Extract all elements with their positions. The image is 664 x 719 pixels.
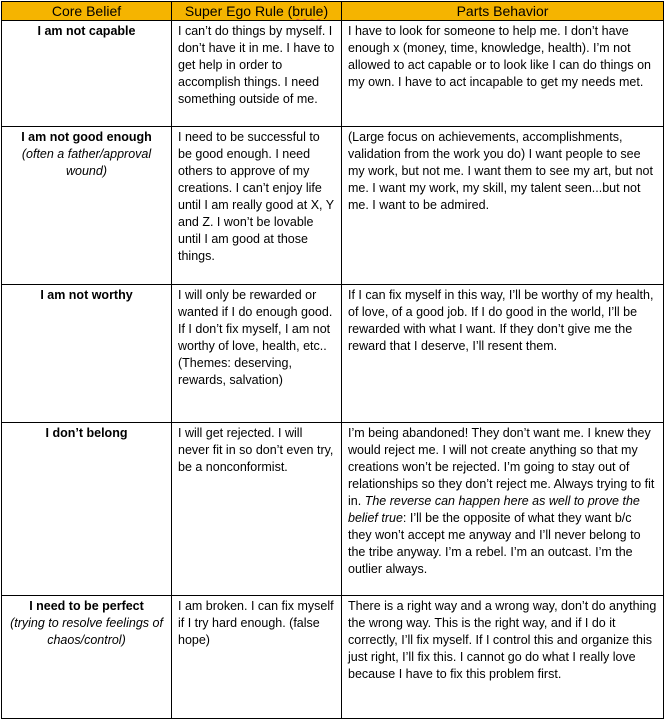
core-belief-note: (often a father/approval wound): [21, 147, 152, 178]
table-row: [2, 285, 664, 423]
table-row: [2, 596, 664, 719]
behavior-cell: [342, 127, 664, 285]
behavior-text: I’m being abandoned! They don’t want me. I knew they would reject me. I will not create anything so that my creations won’t be rejected. I’m going to stay out of relationships so they don’t reject me. Always trying to fit in.: [348, 426, 655, 508]
beliefs-table: [1, 1, 664, 719]
core-belief-cell: [2, 285, 172, 423]
header-core-belief: Core Belief: [2, 2, 172, 21]
rule-cell: I will only be rewarded or wanted if I do enough good. If I don’t fix myself, I am not worthy of love, health, etc..(Themes: deserving, rewards, salvation): [172, 285, 342, 423]
rule-cell: I will get rejected. I will never fit in so don’t even try, be a nonconformist.: [172, 423, 342, 596]
table-row: [2, 127, 664, 285]
behavior-cell: [342, 596, 664, 719]
header-rule-underlined: brule: [292, 3, 324, 19]
core-belief-cell: [2, 21, 172, 127]
header-super-ego-rule: [172, 2, 342, 21]
table-row: [2, 423, 664, 596]
table-header-row: [2, 2, 664, 21]
behavior-cell: [342, 21, 664, 127]
behavior-text-continued: : I’ll be the opposite of what they want b/c they won’t accept me anyway and I’ll never belong to the tribe anyway. I’m a rebel. I’m an outcast. I’m the outlier always.: [348, 511, 641, 576]
header-rule-text: Super Ego Rule (: [184, 3, 293, 19]
behavior-text: If I can fix myself in this way, I’ll be worthy of my health, of love, of a good job. If I do good in the world, I’ll be rewarded with what I want. If they don’t give me the reward that I deserve, I’ll resent them.: [348, 288, 654, 353]
core-belief-text: I am not good enough: [21, 130, 152, 144]
core-belief-text: I don’t belong: [45, 426, 128, 440]
core-belief-cell: [2, 127, 172, 285]
behavior-text: (Large focus on achievements, accomplishments, validation from the work you do) I want people to see my work, but not me. I want them to see my art, but not me. I want my work, my skill, my talent seen...but not me. I want to be admired.: [348, 130, 653, 212]
core-belief-text: I am not capable: [37, 24, 136, 38]
core-belief-cell: [2, 423, 172, 596]
header-rule-end: ): [323, 3, 329, 19]
behavior-text: I have to look for someone to help me. I don’t have enough x (money, time, knowledge, health). I’m not allowed to act capable or to look like I can do things on my own. I have to act incapable to get my needs met.: [348, 24, 651, 89]
table-row: [2, 21, 664, 127]
core-belief-cell: [2, 596, 172, 719]
behavior-cell: [342, 285, 664, 423]
rule-cell: I am broken. I can fix myself if I try hard enough. (false hope): [172, 596, 342, 719]
header-parts-behavior: Parts Behavior: [342, 2, 664, 21]
behavior-text: There is a right way and a wrong way, don’t do anything the wrong way. This is the right way, and if I do it correctly, I’ll fix myself. If I control this and organize this just right, I’ll fix this. I cannot go do what I really love because I have to fix this problem first.: [348, 599, 657, 681]
behavior-italic-text: The reverse can happen here as well to prove the belief true: [348, 494, 640, 525]
core-belief-text: I am not worthy: [40, 288, 133, 302]
rule-cell: I need to be successful to be good enough. I need others to approve of my creations. I can’t enjoy life until I am really good at X, Y and Z. I won’t be lovable until I am good at those things.: [172, 127, 342, 285]
behavior-cell: [342, 423, 664, 596]
core-belief-note: (trying to resolve feelings of chaos/control): [10, 616, 163, 647]
core-belief-text: I need to be perfect: [29, 599, 144, 613]
rule-cell: I can’t do things by myself. I don’t have it in me. I have to get help in order to accomplish things. I need something outside of me.: [172, 21, 342, 127]
